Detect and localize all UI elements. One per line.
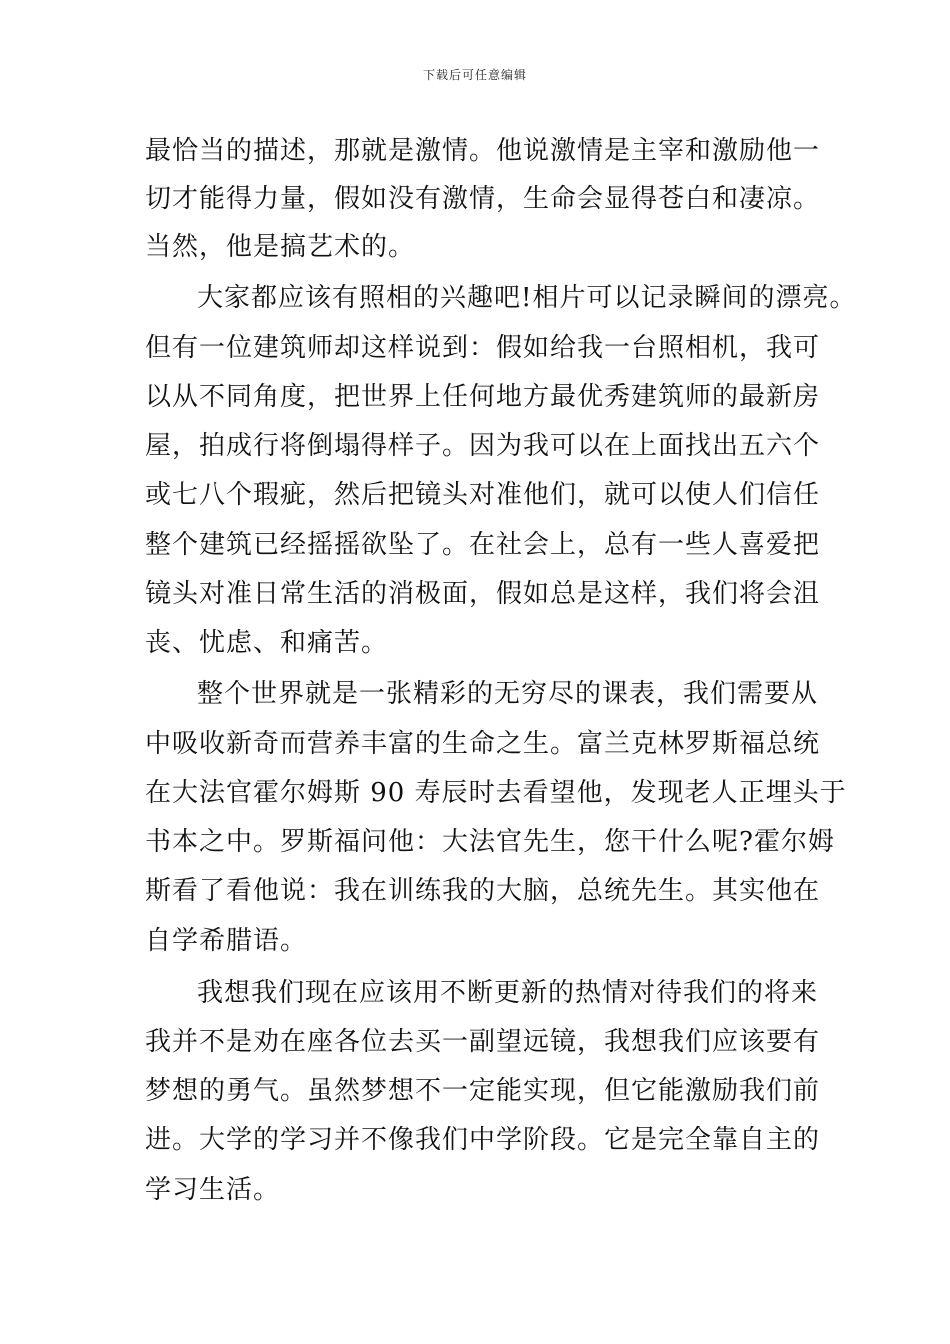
paragraph-4-line-3: 梦想的勇气。虽然梦想不一定能实现，但它能激励我们前 [145,1076,821,1106]
paragraph-2-line-3: 以从不同角度，把世界上任何地方最优秀建筑师的最新房 [145,382,821,412]
paragraph-2-line-8: 丧、忧虑、和痛苦。 [145,628,389,658]
page-header: 下载后可任意编辑 [422,68,527,82]
paragraph-2-line-5: 或七八个瑕疵，然后把镜头对准他们，就可以使人们信任 [145,480,821,510]
paragraph-3-line-6: 自学希腊语。 [145,926,308,956]
paragraph-2-line-4: 屋，拍成行将倒塌得样子。因为我可以在上面找出五六个 [145,431,821,461]
paragraph-1-line-2: 切才能得力量，假如没有激情，生命会显得苍白和凄凉。 [145,184,821,214]
paragraph-3-line-3: 在大法官霍尔姆斯 90 寿辰时去看望他，发现老人正埋头于 [145,778,847,808]
paragraph-2-line-6: 整个建筑已经摇摇欲坠了。在社会上，总有一些人喜爱把 [145,530,821,560]
paragraph-1-line-1: 最恰当的描述，那就是激情。他说激情是主宰和激励他一 [145,136,821,166]
paragraph-1-line-3: 当然，他是搞艺术的。 [145,232,416,262]
paragraph-3-line-5: 斯看了看他说：我在训练我的大脑，总统先生。其实他在 [145,876,821,906]
paragraph-3-line-1: 整个世界就是一张精彩的无穷尽的课表，我们需要从 [197,679,819,709]
paragraph-4-line-5: 学习生活。 [145,1175,281,1205]
paragraph-2-line-2: 但有一位建筑师却这样说到：假如给我一台照相机，我可 [145,333,821,363]
paragraph-2-line-7: 镜头对准日常生活的消极面，假如总是这样，我们将会沮 [145,579,821,609]
paragraph-4-line-4: 进。大学的学习并不像我们中学阶段。它是完全靠自主的 [145,1125,821,1155]
paragraph-2-line-1: 大家都应该有照相的兴趣吧!相片可以记录瞬间的漂亮。 [197,283,857,313]
paragraph-3-line-4: 书本之中。罗斯福问他：大法官先生，您干什么呢?霍尔姆 [145,827,835,857]
paragraph-4-line-2: 我并不是劝在座各位去买一副望远镜，我想我们应该要有 [145,1027,821,1057]
paragraph-4-line-1: 我想我们现在应该用不断更新的热情对待我们的将来 [197,978,819,1008]
paragraph-3-line-2: 中吸收新奇而营养丰富的生命之生。富兰克林罗斯福总统 [145,729,821,759]
